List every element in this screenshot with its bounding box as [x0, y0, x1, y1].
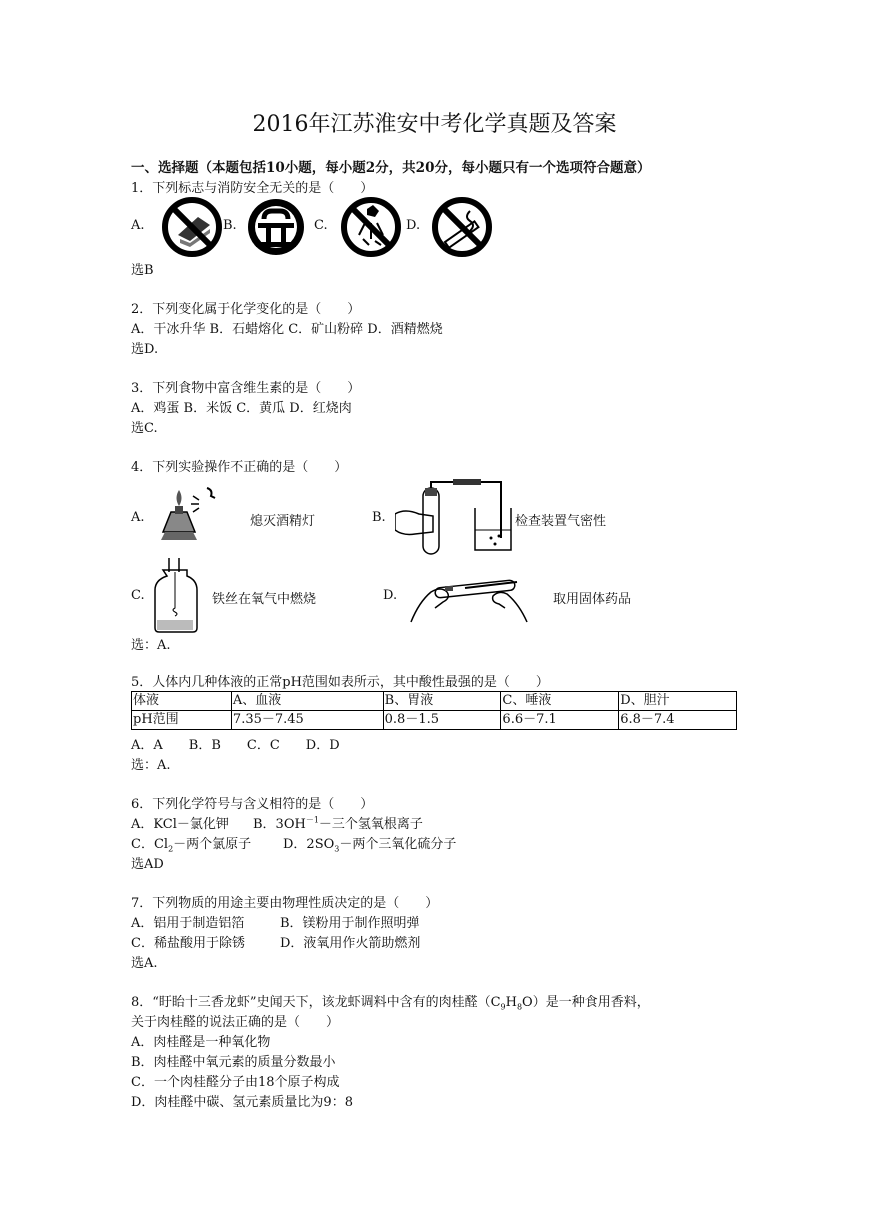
- q3-options: A．鸡蛋 B．米饭 C．黄瓜 D．红烧肉: [131, 401, 352, 416]
- q5-stem: 5．人体内几种体液的正常pH范围如表所示，其中酸性最强的是（ ）: [131, 675, 549, 690]
- q6-option-b: B．$3OH^{-1}-$三个氢氧根离子: [253, 815, 423, 832]
- table-cell: D、胆汁: [619, 692, 737, 711]
- q2-options: A．干冰升华 B．石蜡熔化 C．矿山粉碎 D．酒精燃烧: [131, 322, 443, 337]
- table-cell: C、唾液: [501, 692, 619, 711]
- table-cell: pH范围: [132, 711, 232, 730]
- q7-option-b: B．镁粉用于制作照明弹: [280, 916, 420, 931]
- q4-text-d: 取用固体药品: [553, 592, 632, 607]
- q4-text-a: 熄灭酒精灯: [250, 514, 316, 529]
- taking-solid-reagent-icon: [405, 562, 533, 626]
- q4-label-a: A.: [131, 510, 145, 525]
- q4-answer: 选：A.: [131, 638, 171, 653]
- q4-label-c: C.: [131, 588, 145, 603]
- no-heavy-object-sign-icon: [160, 195, 224, 259]
- q3-answer: 选C.: [131, 421, 158, 436]
- q2-stem: 2．下列变化属于化学变化的是（ ）: [131, 302, 361, 317]
- q8-stem: 8．“盱眙十三香龙虾”史闻天下，该龙虾调料中含有的肉桂醛$(C_9H_8O)$是一种食用香料，: [131, 995, 650, 1012]
- q5-answer: 选：A.: [131, 758, 171, 773]
- q6-option-d: D．$2SO_3-$两个三氧化硫分子: [283, 837, 457, 854]
- no-boarding-sign-icon: [244, 195, 308, 259]
- section-heading: 一、选择题（本题包括10小题，每小题2分，共20分，每小题只有一个选项符合题意）: [131, 160, 651, 176]
- table-header-row: [132, 692, 737, 711]
- table-cell: 7.35－7.45: [231, 711, 383, 730]
- table-row: [132, 711, 737, 730]
- q4-text-c: 铁丝在氧气中燃烧: [212, 592, 317, 607]
- q1-stem: 1．下列标志与消防安全无关的是（ ）: [131, 181, 374, 196]
- q2-answer: 选D.: [131, 342, 159, 357]
- no-fireworks-sign-icon: [339, 195, 403, 259]
- iron-wire-in-oxygen-bottle-icon: [151, 558, 201, 634]
- q7-option-a: A．铝用于制造铝箔: [131, 916, 245, 931]
- table-cell: B、胃液: [383, 692, 501, 711]
- ph-range-table: [131, 691, 737, 730]
- q7-option-c: C．稀盐酸用于除锈: [131, 936, 245, 951]
- q1-answer: 选B: [131, 263, 154, 278]
- q8-option-a: A．肉桂醛是一种氧化物: [131, 1035, 271, 1050]
- q6-answer: 选AD: [131, 857, 164, 872]
- table-cell: 0.8－1.5: [383, 711, 501, 730]
- q1-label-a: A.: [131, 218, 145, 233]
- q7-answer: 选A.: [131, 956, 158, 971]
- q8-option-b: B．肉桂醛中氧元素的质量分数最小: [131, 1055, 336, 1070]
- q4-stem: 4．下列实验操作不正确的是（ ）: [131, 460, 348, 475]
- table-cell: 6.8－7.4: [619, 711, 737, 730]
- page-title: 2016年江苏淮安中考化学真题及答案: [252, 112, 617, 137]
- q1-label-b: B.: [223, 218, 237, 233]
- q7-option-d: D．液氧用作火箭助燃剂: [280, 936, 421, 951]
- q1-label-d: D.: [406, 218, 421, 233]
- no-smoking-sign-icon: [430, 195, 494, 259]
- q8-option-d: D．肉桂醛中碳、氢元素质量比为9：8: [131, 1095, 353, 1110]
- q6-option-c: C．$Cl_2-$两个氯原子: [131, 837, 252, 854]
- airtightness-check-apparatus-icon: [395, 474, 515, 560]
- q5-options: A．A B．B C．C D．D: [131, 738, 340, 753]
- q6-option-a: A．KCl－氯化钾: [131, 817, 229, 832]
- q8-option-c: C．一个肉桂醛分子由18个原子构成: [131, 1075, 340, 1090]
- q1-label-c: C.: [314, 218, 328, 233]
- table-cell: 体液: [132, 692, 232, 711]
- q8-stem-line2: 关于肉桂醛的说法正确的是（ ）: [131, 1015, 340, 1030]
- alcohol-lamp-blowing-icon: [153, 480, 225, 552]
- q4-label-d: D.: [383, 588, 398, 603]
- q6-stem: 6．下列化学符号与含义相符的是（ ）: [131, 797, 374, 812]
- table-cell: 6.6－7.1: [501, 711, 619, 730]
- q4-text-b: 检查装置气密性: [515, 514, 607, 529]
- table-cell: A、血液: [231, 692, 383, 711]
- q3-stem: 3．下列食物中富含维生素的是（ ）: [131, 381, 361, 396]
- q4-label-b: B.: [372, 510, 386, 525]
- q7-stem: 7．下列物质的用途主要由物理性质决定的是（ ）: [131, 896, 439, 911]
